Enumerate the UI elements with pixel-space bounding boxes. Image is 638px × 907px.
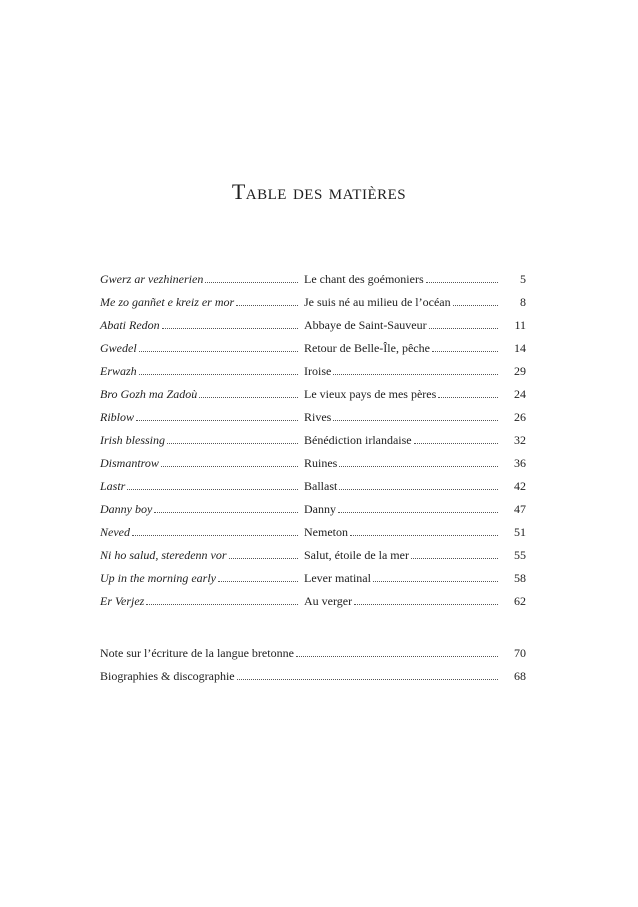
dot-leader [218, 572, 298, 582]
dot-leader [237, 670, 498, 680]
french-title-cell [304, 456, 500, 470]
french-title-cell [304, 479, 500, 493]
dot-leader [167, 434, 298, 444]
breton-title: Lastr [100, 479, 126, 493]
dot-leader [350, 526, 498, 536]
toc-entry[interactable] [100, 571, 526, 594]
dot-leader [229, 549, 298, 559]
dot-leader [236, 296, 298, 306]
breton-title-cell [100, 525, 300, 539]
dot-leader [333, 365, 498, 375]
french-title: Lever matinal [304, 571, 371, 585]
breton-title-cell [100, 571, 300, 585]
dot-leader [154, 503, 298, 513]
appendix-list [100, 646, 526, 692]
french-title: Retour de Belle-Île, pêche [304, 341, 430, 355]
toc-entry[interactable] [100, 341, 526, 364]
toc-entry[interactable] [100, 410, 526, 433]
french-title-cell [304, 525, 500, 539]
breton-title-cell [100, 410, 300, 424]
french-title: Danny [304, 502, 336, 516]
breton-title-cell [100, 479, 300, 493]
breton-title-cell [100, 594, 300, 608]
breton-title-cell [100, 548, 300, 562]
french-title-cell [304, 502, 500, 516]
french-title-cell [304, 295, 500, 309]
dot-leader [426, 273, 498, 283]
page-number: 36 [514, 456, 526, 470]
french-title: Rives [304, 410, 332, 424]
dot-leader [146, 595, 298, 605]
french-title-cell [304, 341, 500, 355]
french-title: Ruines [304, 456, 338, 470]
page-number: 26 [514, 410, 526, 424]
breton-title: Er Verjez [100, 594, 145, 608]
breton-title-cell [100, 456, 300, 470]
breton-title: Gwerz ar vezhinerien [100, 272, 204, 286]
french-title: Le chant des goémoniers [304, 272, 424, 286]
french-title: Bénédiction irlandaise [304, 433, 412, 447]
breton-title: Abati Redon [100, 318, 160, 332]
page-title: Table des matières [231, 179, 407, 204]
french-title: Je suis né au milieu de l’océan [304, 295, 451, 309]
appendix-label: Note sur l’écriture de la langue bretonne [100, 646, 294, 660]
page-number: 14 [514, 341, 526, 355]
appendix-label-cell [100, 646, 500, 660]
french-title: Ballast [304, 479, 338, 493]
dot-leader [139, 342, 298, 352]
breton-title: Danny boy [100, 502, 153, 516]
dot-leader [296, 647, 498, 657]
dot-leader [162, 319, 298, 329]
breton-title: Neved [100, 525, 130, 539]
toc-entry[interactable] [100, 502, 526, 525]
french-title-cell [304, 571, 500, 585]
dot-leader [429, 319, 498, 329]
dot-leader [354, 595, 498, 605]
page-number: 32 [514, 433, 526, 447]
toc-entry[interactable] [100, 272, 526, 295]
page-number: 51 [514, 525, 526, 539]
toc-list [100, 272, 526, 617]
page-number: 47 [514, 502, 526, 516]
french-title-cell [304, 594, 500, 608]
french-title-cell [304, 387, 500, 401]
french-title-cell [304, 410, 500, 424]
page-number: 68 [514, 669, 526, 683]
dot-leader [199, 388, 298, 398]
dot-leader [453, 296, 498, 306]
breton-title: Me zo ganñet e kreiz er mor [100, 295, 235, 309]
toc-entry[interactable] [100, 594, 526, 617]
breton-title-cell [100, 295, 300, 309]
appendix-entry[interactable] [100, 646, 526, 669]
dot-leader [161, 457, 298, 467]
toc-entry[interactable] [100, 364, 526, 387]
breton-title: Up in the morning early [100, 571, 216, 585]
page-number: 29 [514, 364, 526, 378]
breton-title: Bro Gozh ma Zadoù [100, 387, 198, 401]
page-number: 5 [520, 272, 526, 286]
french-title: Nemeton [304, 525, 348, 539]
dot-leader [411, 549, 498, 559]
page-number: 42 [514, 479, 526, 493]
breton-title-cell [100, 272, 300, 286]
dot-leader [339, 457, 498, 467]
french-title-cell [304, 364, 500, 378]
french-title-cell [304, 548, 500, 562]
toc-entry[interactable] [100, 433, 526, 456]
breton-title-cell [100, 318, 300, 332]
french-title-cell [304, 433, 500, 447]
breton-title: Erwazh [100, 364, 137, 378]
page-number: 62 [514, 594, 526, 608]
french-title: Le vieux pays de mes pères [304, 387, 437, 401]
french-title: Iroise [304, 364, 332, 378]
page-number: 58 [514, 571, 526, 585]
dot-leader [132, 526, 298, 536]
dot-leader [339, 480, 498, 490]
dot-leader [139, 365, 298, 375]
breton-title-cell [100, 341, 300, 355]
toc-entry[interactable] [100, 318, 526, 341]
appendix-entry[interactable] [100, 669, 526, 692]
dot-leader [373, 572, 498, 582]
toc-entry[interactable] [100, 548, 526, 571]
breton-title: Gwedel [100, 341, 137, 355]
appendix-label-cell [100, 669, 500, 683]
french-title: Abbaye de Saint-Sauveur [304, 318, 427, 332]
breton-title-cell [100, 502, 300, 516]
breton-title: Dismantrow [100, 456, 159, 470]
page-number: 8 [520, 295, 526, 309]
toc-entry[interactable] [100, 525, 526, 548]
french-title: Salut, étoile de la mer [304, 548, 409, 562]
toc-entry[interactable] [100, 456, 526, 479]
toc-entry[interactable] [100, 387, 526, 410]
dot-leader [127, 480, 298, 490]
french-title-cell [304, 318, 500, 332]
page-number: 70 [514, 646, 526, 660]
breton-title-cell [100, 364, 300, 378]
dot-leader [136, 411, 298, 421]
page-number: 24 [514, 387, 526, 401]
toc-entry[interactable] [100, 295, 526, 318]
dot-leader [438, 388, 498, 398]
toc-entry[interactable] [100, 479, 526, 502]
page-number: 11 [514, 318, 526, 332]
dot-leader [414, 434, 498, 444]
dot-leader [333, 411, 498, 421]
appendix-label: Biographies & discographie [100, 669, 235, 683]
dot-leader [338, 503, 498, 513]
dot-leader [205, 273, 298, 283]
breton-title: Ni ho salud, steredenn vor [100, 548, 227, 562]
breton-title-cell [100, 433, 300, 447]
french-title: Au verger [304, 594, 353, 608]
french-title-cell [304, 272, 500, 286]
breton-title-cell [100, 387, 300, 401]
breton-title: Riblow [100, 410, 135, 424]
dot-leader [432, 342, 498, 352]
page-number: 55 [514, 548, 526, 562]
breton-title: Irish blessing [100, 433, 166, 447]
